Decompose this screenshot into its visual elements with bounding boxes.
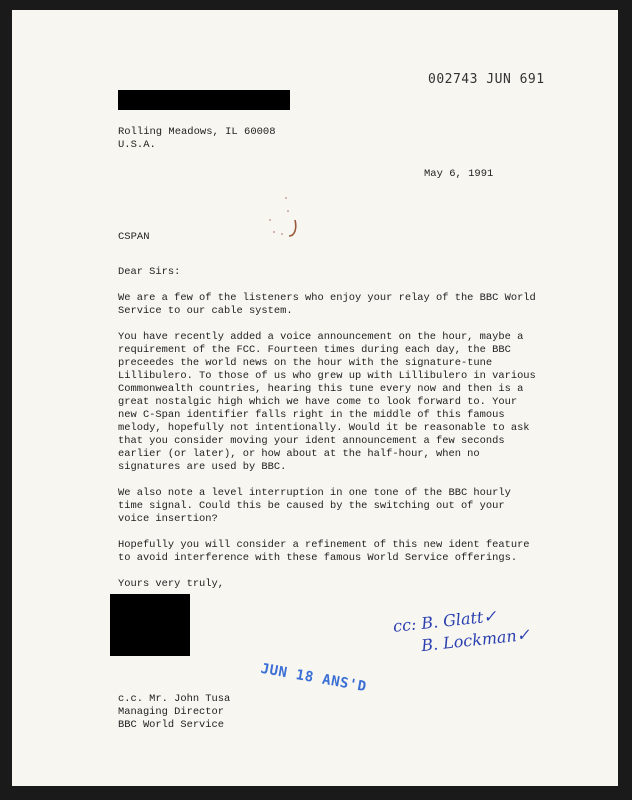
letter-date: May 6, 1991 [424,168,494,180]
stamp-number: 002743 JUN 691 [428,72,545,87]
received-date-stamp: JUN 18 ANS'D [259,660,368,696]
paragraph-1: We are a few of the listeners who enjoy your relay of the BBC World Service to our cable system. [118,292,536,317]
letter-body [118,266,538,604]
letter-page [12,10,618,786]
sender-address-line2: U.S.A. [118,139,156,151]
paragraph-3: We also note a level interruption in one tone of the BBC hourly time signal. Could this be caused by the switching out of your voice insertion? [118,487,511,525]
received-mark [264,196,304,246]
redacted-sender-name [118,90,290,110]
paragraph-2: You have recently added a voice announcement on the hour, maybe a requirement of the FCC. Fourteen times during each day, the BBC preceedes the world news on the hour with the signature-tune Lillibulero. To those of us who grew up with Lillibulero in various Commonwealth countries, hearing this tune every now and then is a great nostalgic high which we have come to look forward to. Your new C-Span identifier falls right in the middle of this famous melody, hopefully not intentionally. Would it be reasonable to ask that you consider moving your ident announcement a few seconds earlier (or later), or how about at the half-hour, when no signatures are used by BBC. [118,331,536,473]
cc-line1: c.c. Mr. John Tusa [118,693,231,705]
redacted-signature [110,594,190,656]
handwritten-line2: B. Lockman✓ [420,624,531,656]
handwritten-cc-note [392,602,531,660]
cc-block [118,693,230,732]
paragraph-4: Hopefully you will consider a refinement of this new ident feature to avoid interference with these famous World Service offerings. [118,539,530,564]
handwritten-line1: cc: B. Glatt✓ [392,606,498,636]
cc-line3: BBC World Service [118,719,225,731]
closing: Yours very truly, [118,578,225,590]
sender-address [118,126,276,152]
recipient: CSPAN [118,231,150,243]
salutation: Dear Sirs: [118,266,181,278]
sender-address-line1: Rolling Meadows, IL 60008 [118,126,276,138]
cc-line2: Managing Director [118,706,225,718]
